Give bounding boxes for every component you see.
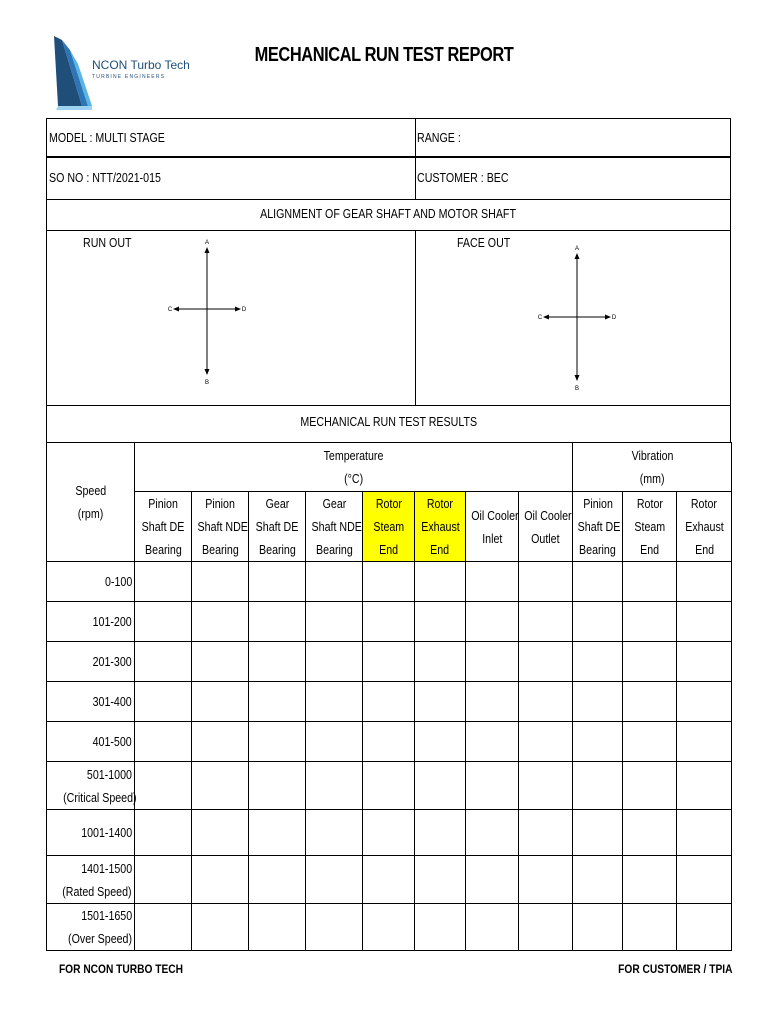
reading-cell[interactable] (623, 602, 677, 642)
results-table (46, 442, 732, 951)
reading-cell[interactable] (519, 602, 573, 642)
table-row (47, 642, 732, 682)
reading-cell[interactable] (192, 856, 249, 904)
reading-cell[interactable] (466, 762, 519, 810)
reading-cell[interactable] (306, 810, 363, 856)
reading-cell[interactable] (573, 562, 623, 602)
reading-cell[interactable] (249, 762, 306, 810)
reading-cell[interactable] (249, 810, 306, 856)
reading-cell[interactable] (677, 904, 732, 951)
reading-cell[interactable] (519, 722, 573, 762)
reading-cell[interactable] (623, 642, 677, 682)
run-out-d: D (241, 307, 247, 313)
speed-header (47, 443, 135, 562)
run-out-crosshair (167, 237, 247, 387)
temperature-header-unit: (°C) (344, 471, 364, 486)
speed-range-label: 501-1000 (86, 766, 132, 782)
reading-cell[interactable] (363, 562, 415, 602)
reading-cell[interactable] (363, 642, 415, 682)
column-header-line: Shaft DE (577, 519, 621, 534)
reading-cell[interactable] (192, 682, 249, 722)
reading-cell[interactable] (466, 810, 519, 856)
reading-cell[interactable] (677, 722, 732, 762)
column-header-line: Rotor (375, 496, 402, 511)
reading-cell[interactable] (573, 856, 623, 904)
reading-cell[interactable] (519, 904, 573, 951)
report-title: MECHANICAL RUN TEST REPORT (254, 44, 514, 66)
reading-cell[interactable] (135, 682, 192, 722)
footer-right (598, 962, 732, 976)
reading-cell[interactable] (135, 642, 192, 682)
column-header-line: Gear (265, 496, 289, 511)
column-header-line: Oil Cooler (471, 507, 519, 523)
face-out-a: A (574, 246, 580, 252)
temperature-column-header (306, 492, 363, 562)
reading-cell[interactable] (363, 762, 415, 810)
reading-cell[interactable] (306, 904, 363, 951)
reading-cell[interactable] (415, 722, 466, 762)
reading-cell[interactable] (623, 722, 677, 762)
reading-cell[interactable] (573, 682, 623, 722)
temperature-header (135, 443, 573, 492)
reading-cell[interactable] (249, 682, 306, 722)
column-header-line: Shaft DE (255, 519, 299, 534)
model-row (46, 118, 731, 158)
reading-cell[interactable] (519, 856, 573, 904)
alignment-title-row (46, 200, 731, 231)
reading-cell[interactable] (249, 856, 306, 904)
divider (415, 158, 416, 199)
column-header-line: Outlet (531, 530, 560, 546)
reading-cell[interactable] (249, 602, 306, 642)
divider (415, 119, 416, 156)
reading-cell[interactable] (306, 682, 363, 722)
temperature-header-line: Temperature (323, 448, 384, 463)
reading-cell[interactable] (573, 810, 623, 856)
speed-cell (47, 562, 135, 602)
speed-range-label: (Over Speed) (68, 931, 132, 946)
vibration-column-header (573, 492, 623, 562)
reading-cell[interactable] (363, 904, 415, 951)
results-title: MECHANICAL RUN TEST RESULTS (300, 414, 477, 429)
column-header-line: End (694, 542, 714, 557)
temperature-column-header (192, 492, 249, 562)
reading-cell[interactable] (415, 810, 466, 856)
reading-cell[interactable] (415, 642, 466, 682)
column-header-line: Shaft DE (141, 519, 185, 534)
reading-cell[interactable] (677, 602, 732, 642)
reading-cell[interactable] (677, 682, 732, 722)
column-header-line: Steam (634, 519, 666, 534)
speed-range-label: 201-300 (92, 654, 132, 669)
face-out-crosshair (537, 243, 617, 393)
reading-cell[interactable] (306, 722, 363, 762)
reading-cell[interactable] (677, 810, 732, 856)
reading-cell[interactable] (677, 562, 732, 602)
reading-cell[interactable] (363, 810, 415, 856)
reading-cell[interactable] (363, 682, 415, 722)
footer-right-text: FOR CUSTOMER / TPIA (617, 962, 732, 976)
run-out-b: B (204, 380, 210, 386)
results-title-row (46, 406, 731, 443)
reading-cell[interactable] (623, 810, 677, 856)
speed-range-label: 1501-1650 (81, 908, 132, 923)
vibration-column-header (677, 492, 732, 562)
reading-cell[interactable] (623, 762, 677, 810)
column-header-line: Rotor (691, 496, 718, 511)
column-header-line: End (379, 542, 398, 557)
column-header-line: Bearing (579, 542, 616, 557)
reading-cell[interactable] (192, 762, 249, 810)
reading-cell[interactable] (249, 904, 306, 951)
reading-cell[interactable] (415, 602, 466, 642)
reading-cell[interactable] (573, 762, 623, 810)
column-header-line: Pinion (205, 496, 235, 511)
temperature-column-header (415, 492, 466, 562)
reading-cell[interactable] (677, 642, 732, 682)
column-header-line: Exhaust (420, 519, 460, 534)
face-out-label: FACE OUT (457, 235, 511, 250)
column-header-line: Exhaust (684, 519, 724, 534)
reading-cell[interactable] (466, 642, 519, 682)
reading-cell[interactable] (573, 642, 623, 682)
column-header-line: Shaft NDE (311, 519, 362, 534)
reading-cell[interactable] (363, 602, 415, 642)
run-out-a: A (204, 240, 210, 246)
reading-cell[interactable] (466, 856, 519, 904)
face-out-c: C (537, 315, 543, 321)
speed-cell (47, 682, 135, 722)
vibration-header (573, 443, 732, 492)
speed-cell (47, 762, 135, 810)
reading-cell[interactable] (192, 904, 249, 951)
reading-cell[interactable] (466, 602, 519, 642)
reading-cell[interactable] (249, 642, 306, 682)
vibration-header-unit: (mm) (639, 471, 665, 486)
model-field: MODEL : MULTI STAGE (49, 130, 165, 145)
reading-cell[interactable] (306, 762, 363, 810)
speed-cell (47, 642, 135, 682)
reading-cell[interactable] (306, 856, 363, 904)
reading-cell[interactable] (415, 562, 466, 602)
reading-cell[interactable] (623, 904, 677, 951)
run-out-label: RUN OUT (83, 235, 132, 250)
table-row (47, 682, 732, 722)
column-header-line: End (640, 542, 660, 557)
vibration-header-line: Vibration (631, 448, 674, 463)
reading-cell[interactable] (192, 642, 249, 682)
speed-cell (47, 810, 135, 856)
speed-range-label: 1401-1500 (81, 860, 132, 876)
reading-cell[interactable] (466, 562, 519, 602)
reading-cell[interactable] (415, 856, 466, 904)
reading-cell[interactable] (466, 722, 519, 762)
reading-cell[interactable] (135, 562, 192, 602)
reading-cell[interactable] (135, 762, 192, 810)
reading-cell[interactable] (623, 856, 677, 904)
reading-cell[interactable] (306, 602, 363, 642)
speed-range-label: 401-500 (92, 734, 132, 749)
footer-left (48, 962, 194, 976)
column-header-line: Bearing (201, 542, 239, 557)
column-header-line: Oil Cooler (524, 507, 572, 523)
reading-cell[interactable] (623, 562, 677, 602)
customer-field: CUSTOMER : BEC (417, 170, 509, 185)
reading-cell[interactable] (519, 642, 573, 682)
temperature-column-header (363, 492, 415, 562)
reading-cell[interactable] (192, 602, 249, 642)
reading-cell[interactable] (135, 856, 192, 904)
alignment-title: ALIGNMENT OF GEAR SHAFT AND MOTOR SHAFT (260, 206, 517, 221)
temperature-column-header (249, 492, 306, 562)
reading-cell[interactable] (135, 810, 192, 856)
column-header-line: Bearing (144, 542, 182, 557)
speed-header-line: Speed (75, 483, 106, 498)
speed-range-label: (Critical Speed) (63, 789, 137, 805)
reading-cell[interactable] (363, 856, 415, 904)
reading-cell[interactable] (415, 762, 466, 810)
table-row (47, 722, 732, 762)
table-row (47, 856, 732, 904)
reading-cell[interactable] (135, 904, 192, 951)
speed-range-label: (Rated Speed) (62, 883, 132, 899)
table-row (47, 562, 732, 602)
reading-cell[interactable] (519, 762, 573, 810)
so-row (46, 158, 731, 200)
reading-cell[interactable] (519, 682, 573, 722)
reading-cell[interactable] (192, 722, 249, 762)
reading-cell[interactable] (677, 762, 732, 810)
company-name: NCON Turbo Tech (92, 58, 190, 72)
reading-cell[interactable] (415, 682, 466, 722)
reading-cell[interactable] (519, 810, 573, 856)
column-header-line: Gear (322, 496, 346, 511)
reading-cell[interactable] (623, 682, 677, 722)
vibration-column-header (623, 492, 677, 562)
reading-cell[interactable] (249, 562, 306, 602)
reading-cell[interactable] (573, 602, 623, 642)
reading-cell[interactable] (573, 722, 623, 762)
range-field: RANGE : (417, 130, 461, 145)
reading-cell[interactable] (192, 810, 249, 856)
reading-cell[interactable] (415, 904, 466, 951)
column-header-line: Rotor (426, 496, 454, 511)
speed-cell (47, 856, 135, 904)
table-row (47, 904, 732, 951)
alignment-diagrams (46, 231, 731, 406)
column-header-line: Inlet (481, 530, 503, 546)
column-header-line: Bearing (258, 542, 296, 557)
so-number-field: SO NO : NTT/2021-015 (49, 170, 161, 185)
speed-range-label: 1001-1400 (81, 825, 132, 840)
table-row (47, 810, 732, 856)
temperature-column-header (135, 492, 192, 562)
reading-cell[interactable] (363, 722, 415, 762)
speed-cell (47, 602, 135, 642)
column-header-line: Shaft NDE (197, 519, 248, 534)
column-header-line: Pinion (582, 496, 613, 511)
speed-header-unit: (rpm) (77, 506, 104, 521)
reading-cell[interactable] (677, 856, 732, 904)
company-tagline: TURBINE ENGINEERS (92, 74, 166, 80)
column-header-line: Rotor (636, 496, 663, 511)
column-header-line: Steam (373, 519, 404, 534)
column-header-line: Bearing (315, 542, 353, 557)
face-out-b: B (574, 386, 580, 392)
reading-cell[interactable] (192, 562, 249, 602)
temperature-column-header (466, 492, 519, 562)
speed-range-label: 101-200 (92, 614, 132, 629)
reading-cell[interactable] (249, 722, 306, 762)
reading-cell[interactable] (306, 642, 363, 682)
reading-cell[interactable] (135, 722, 192, 762)
speed-range-label: 301-400 (92, 694, 132, 709)
reading-cell[interactable] (135, 602, 192, 642)
reading-cell[interactable] (519, 562, 573, 602)
face-out-d: D (611, 315, 617, 321)
speed-range-label: 0-100 (104, 574, 132, 589)
reading-cell[interactable] (306, 562, 363, 602)
divider (415, 231, 416, 405)
reading-cell[interactable] (466, 904, 519, 951)
table-row (47, 602, 732, 642)
table-row (47, 762, 732, 810)
reading-cell[interactable] (466, 682, 519, 722)
run-out-c: C (167, 307, 173, 313)
temperature-column-header (519, 492, 573, 562)
footer-left-text: FOR NCON TURBO TECH (58, 962, 184, 976)
reading-cell[interactable] (573, 904, 623, 951)
column-header-line: Pinion (148, 496, 178, 511)
speed-cell (47, 722, 135, 762)
column-header-line: End (430, 542, 450, 557)
speed-cell (47, 904, 135, 951)
